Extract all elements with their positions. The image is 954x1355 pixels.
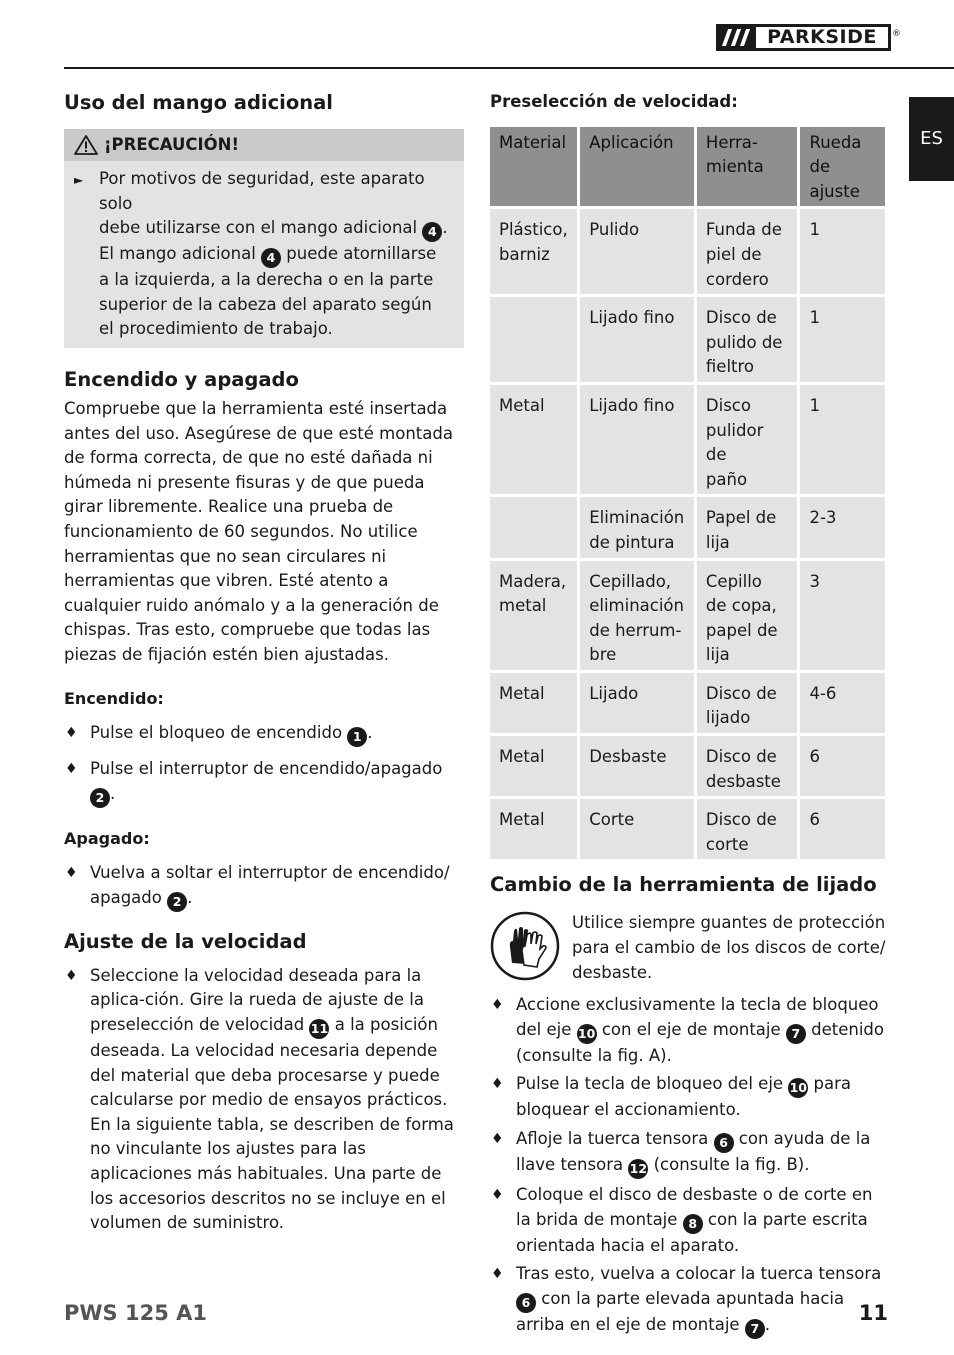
list-item: ♦ Coloque el disco de desbaste o de corte en la brida de montaje 8 con la parte escrita orientada hacia el aparato. [490,1183,888,1258]
table-cell: 4-6 [800,673,885,733]
ref-number: 12 [628,1159,648,1179]
diamond-bullet-icon: ♦ [65,761,78,778]
ref-number: 2 [167,892,187,912]
table-row [490,385,885,494]
ref-number: 4 [422,222,442,242]
subheading-encendido: Encendido: [64,688,164,708]
table-cell: Pulido [580,209,694,294]
list-item: ♦ Accione exclusivamente la tecla de bloqueo del eje 10 con el eje de montaje 7 detenido (consulte la fig. A). [490,993,888,1068]
diamond-bullet-icon: ♦ [65,725,78,742]
section-title-encendido: Encendido y apagado [64,367,299,391]
list-item: ♦ Seleccione la velocidad deseada para la aplica-ción. Gire la rueda de ajuste de la preselección de velocidad 11 a la posición deseada. La velocidad necesaria depende del material que deba procesarse y puede calcularse por medio de ensayos prácticos. En la siguiente tabla, se describen de forma no vinculante los ajustes para las aplicaciones más habituales. Una parte de los accesorios descritos no se incluye en el volumen de suministro. [64,964,464,1236]
ref-number: 7 [745,1319,765,1339]
caution-title: ¡PRECAUCIÓN! [104,134,239,154]
ref-number: 6 [714,1133,734,1153]
table-cell: Disco pulidor de paño [697,385,798,494]
caution-box [64,129,464,348]
ref-number: 4 [261,248,281,268]
ref-number: 7 [786,1024,806,1044]
table-cell: Plástico, barniz [490,209,577,294]
table-cell [490,297,577,382]
table-row [490,561,885,670]
table-cell: Eliminación de pintura [580,497,694,557]
subheading-apagado: Apagado: [64,828,150,848]
diamond-bullet-icon: ♦ [65,865,78,882]
table-cell: 1 [800,297,885,382]
table-row [490,297,885,382]
section-title-velocidad: Ajuste de la velocidad [64,929,307,953]
table-cell: Metal [490,385,577,494]
caution-text: Por motivos de seguridad, este aparato solo debe utilizarse con el mango adicional 4 . El mango adicional 4 puede atornillarse a la izquierda, a la derecha o en la parte superior de la cabeza del aparato según el procedimiento de trabajo. [99,169,448,339]
right-column [490,90,888,1339]
table-header-cell: Herra- mienta [697,127,798,207]
table-header-cell: Rueda de ajuste [800,127,885,207]
diamond-bullet-icon: ♦ [491,997,504,1014]
table-cell: 2-3 [800,497,885,557]
table-header-cell: Material [490,127,577,207]
header-rule [64,67,954,69]
table-row [490,497,885,557]
table-row [490,209,885,294]
table-cell: Papel de lija [697,497,798,557]
arrow-bullet-icon: ► [74,173,84,187]
registered-mark: ® [892,29,901,39]
table-cell: 6 [800,799,885,859]
table-header-row [490,127,885,207]
ref-number: 1 [347,727,367,747]
brand-name: PARKSIDE [756,27,888,48]
footer-model: PWS 125 A1 [64,1301,208,1325]
table-cell: Disco de desbaste [697,736,798,796]
speed-table [487,124,888,863]
list-item: ♦ Tras esto, vuelva a colocar la tuerca tensora 6 con la parte elevada apuntada hacia arriba en el eje de montaje 7 . [490,1262,888,1339]
table-cell: Madera, metal [490,561,577,670]
ref-number: 10 [788,1078,808,1098]
table-cell: Cepillo de copa, papel de lija [697,561,798,670]
table-cell: Lijado fino [580,297,694,382]
caution-item [64,161,464,342]
diamond-bullet-icon: ♦ [491,1187,504,1203]
parkside-logo [716,24,901,51]
page-number: 11 [858,1301,888,1325]
paragraph-encendido: Compruebe que la herramienta esté insertada antes del uso. Asegúrese de que esté montada de forma correcta, de que no esté dañada ni húmeda ni presente fisuras y de que pueda girar libremente. Realice una prueba de funcionamiento de 60 segundos. No utilice herramientas que no sean circulares ni herramientas que vibren. Esté atento a cualquier ruido anómalo y a la generación de chispas. Tras esto, compruebe que todas las piezas de fijación estén bien ajustadas. [64,398,453,664]
language-tab: ES [909,97,954,181]
list-item: ♦ Pulse el bloqueo de encendido 1 . [64,721,464,747]
list-item: ♦ Pulse el interruptor de encendido/apagado 2 . [64,757,464,808]
table-body [490,209,885,859]
table-cell: 1 [800,385,885,494]
ref-number: 2 [90,788,110,808]
table-row [490,799,885,859]
diamond-bullet-icon: ♦ [65,967,78,984]
caution-header [64,129,464,161]
table-row [490,736,885,796]
list-item: ♦ Afloje la tuerca tensora 6 con ayuda de la llave tensora 12 (consulte la fig. B). [490,1127,888,1179]
glove-notice [490,911,888,985]
diamond-bullet-icon: ♦ [491,1266,504,1283]
section-title-cambio: Cambio de la herramienta de lijado [490,873,877,897]
table-cell: Disco de lijado [697,673,798,733]
diamond-bullet-icon: ♦ [491,1076,504,1093]
table-cell [490,497,577,557]
table-label: Preselección de velocidad: [490,92,738,111]
table-cell: Disco de pulido de fieltro [697,297,798,382]
list-item: ♦ Vuelva a soltar el interruptor de encendido/ apagado 2 . [64,861,464,912]
table-cell: Disco de corte [697,799,798,859]
ref-number: 10 [577,1024,597,1044]
table-header-cell: Aplicación [580,127,694,207]
diamond-bullet-icon: ♦ [491,1131,504,1147]
protective-gloves-icon [490,911,560,981]
table-cell: Cepillado, eliminación de herrum- bre [580,561,694,670]
table-cell: Desbaste [580,736,694,796]
table-cell: 1 [800,209,885,294]
table-cell: Lijado [580,673,694,733]
warning-triangle-icon [74,135,98,155]
glove-text: Utilice siempre guantes de protección para el cambio de los discos de corte/ desbaste. [572,913,886,982]
table-cell: Corte [580,799,694,859]
section-title-mango: Uso del mango adicional [64,91,333,114]
table-cell: Metal [490,736,577,796]
table-row [490,673,885,733]
table-cell: Metal [490,799,577,859]
ref-number: 11 [309,1019,329,1039]
table-cell: Metal [490,673,577,733]
ref-number: 8 [683,1214,703,1234]
logo-stripes-icon [716,24,756,51]
list-item: ♦ Pulse la tecla de bloqueo del eje 10 para bloquear el accionamiento. [490,1072,888,1123]
left-column [64,90,464,1236]
table-cell: Funda de piel de cordero [697,209,798,294]
table-cell: 6 [800,736,885,796]
table-cell: Lijado fino [580,385,694,494]
ref-number: 6 [516,1293,536,1313]
table-cell: 3 [800,561,885,670]
